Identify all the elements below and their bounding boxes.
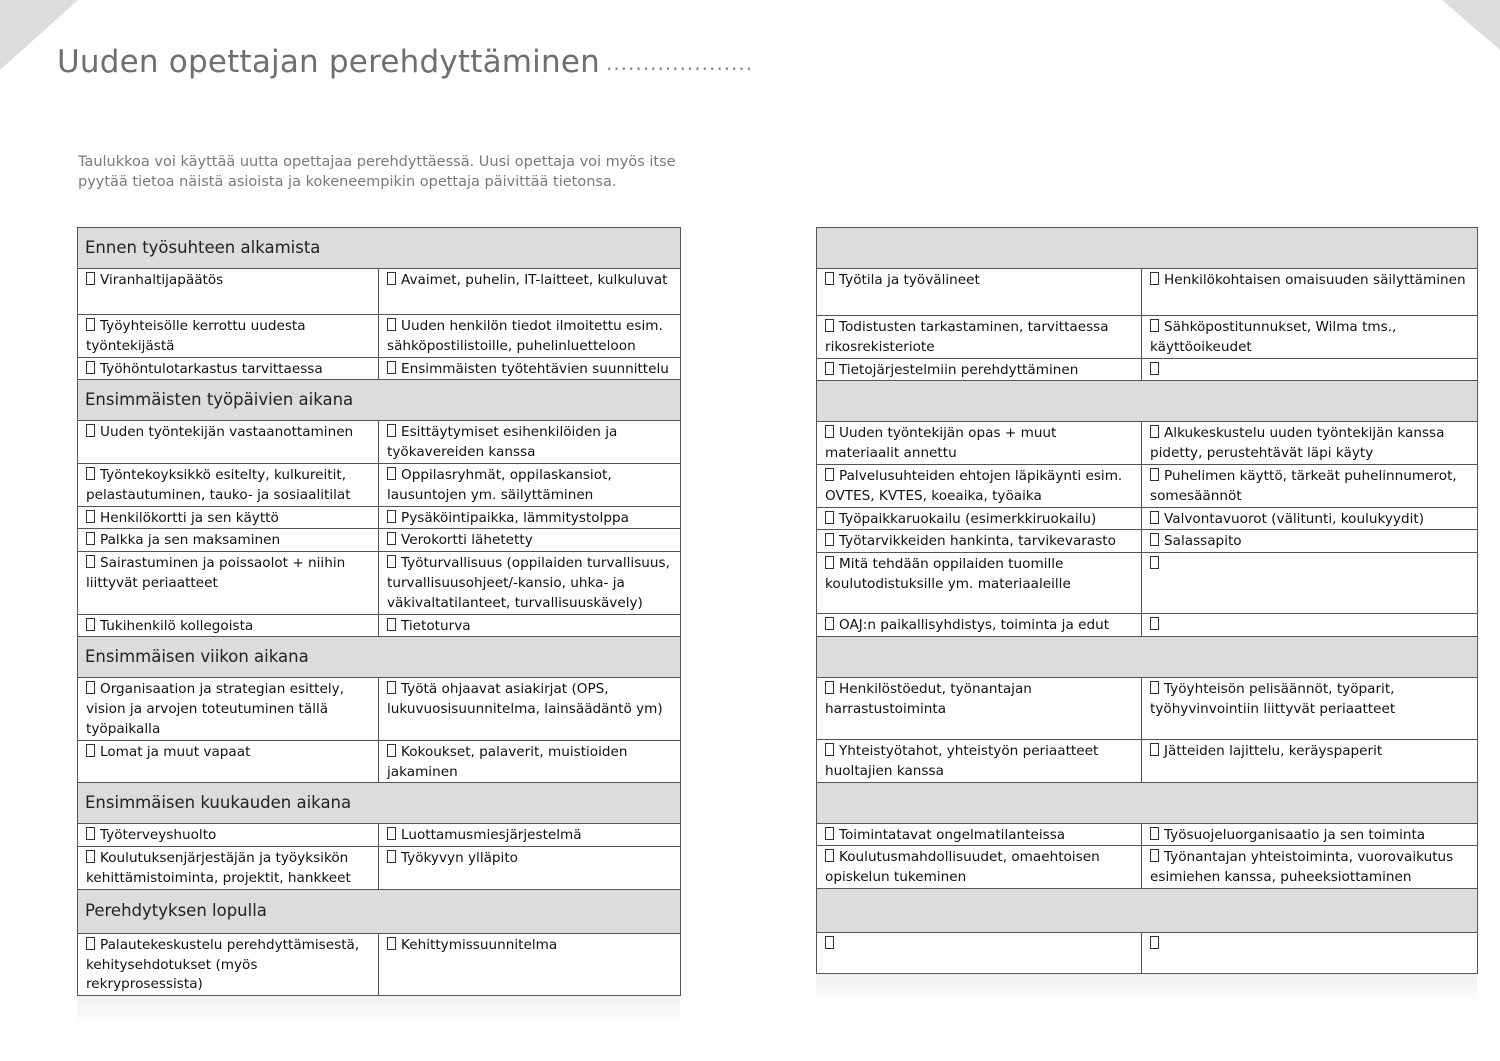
section-title	[817, 381, 1478, 422]
section-title: Ensimmäisen kuukauden aikana	[78, 783, 681, 824]
checkbox-icon[interactable]	[825, 743, 834, 756]
checkbox-icon[interactable]	[86, 272, 95, 285]
checkbox-icon[interactable]	[86, 681, 95, 694]
item-text: Jätteiden lajittelu, keräyspaperit	[1164, 742, 1383, 759]
checkbox-icon[interactable]	[825, 936, 834, 949]
checkbox-icon[interactable]	[387, 850, 396, 863]
section-header	[817, 888, 1478, 932]
item-text: Palkka ja sen maksaminen	[100, 532, 281, 549]
section-header	[78, 889, 681, 933]
checklist-item[interactable]	[379, 740, 681, 783]
checklist-item[interactable]	[78, 740, 379, 783]
item-text: Palvelusuhteiden ehtojen läpikäynti esim. OVTES, KVTES, koeaika, työaika	[825, 467, 1123, 504]
checkbox-icon[interactable]	[387, 532, 396, 545]
checklist-item[interactable]	[78, 678, 379, 740]
checklist-row	[817, 507, 1478, 530]
checklist-item[interactable]	[379, 847, 681, 890]
checklist-item[interactable]	[78, 824, 379, 847]
checklist-item[interactable]	[1142, 677, 1478, 739]
checkbox-icon[interactable]	[1150, 272, 1159, 285]
checkbox-icon[interactable]	[825, 272, 834, 285]
checklist-item[interactable]	[1142, 269, 1478, 316]
page-title-text: Uuden opettajan perehdyttäminen	[57, 44, 600, 80]
checkbox-icon[interactable]	[86, 827, 95, 840]
checklist-item[interactable]	[1142, 464, 1478, 507]
item-text: Työsuojeluorganisaatio ja sen toiminta	[1164, 826, 1426, 843]
checklist-item[interactable]	[817, 507, 1142, 530]
checklist-item[interactable]	[817, 614, 1142, 637]
checklist-row	[78, 421, 681, 464]
item-text: Sähköpostitunnukset, Wilma tms., käyttöoikeudet	[1150, 319, 1397, 355]
checklist-item[interactable]	[817, 553, 1142, 614]
section-title: Ensimmäisten työpäivien aikana	[78, 380, 681, 421]
corner-decoration-right	[1442, 0, 1500, 50]
checklist-row	[817, 739, 1478, 782]
item-text: Luottamusmiesjärjestelmä	[401, 827, 582, 844]
item-text: Mitä tehdään oppilaiden tuomille koulutodistuksille ym. materiaaleille	[825, 556, 1071, 592]
checkbox-icon[interactable]	[825, 425, 834, 438]
item-text: Sairastuminen ja poissaolot + niihin liittyvät periaatteet	[86, 555, 346, 591]
checkbox-icon[interactable]	[1150, 617, 1159, 630]
checklist-item[interactable]	[379, 614, 681, 637]
checklist-item[interactable]	[379, 315, 681, 358]
item-text: Ensimmäisten työtehtävien suunnittelu	[401, 360, 669, 377]
intro-text: Taulukkoa voi käyttää uutta opettajaa perehdyttäessä. Uusi opettaja voi myös itse pyytää tietoa näistä asioista ja kokeneempikin opettaja päivittää tietonsa.	[78, 154, 676, 190]
section-title: Perehdytyksen lopulla	[78, 889, 681, 933]
checklist-row	[817, 932, 1478, 973]
item-text: Työntekoyksikkö esitelty, kulkureitit, pelastautuminen, tauko- ja sosiaalitilat	[86, 466, 351, 503]
checkbox-icon[interactable]	[387, 272, 396, 285]
section-header	[78, 228, 681, 269]
checkbox-icon[interactable]	[1150, 681, 1159, 694]
checklist-item[interactable]	[817, 464, 1142, 507]
checklist-row	[78, 824, 681, 847]
checklist-item[interactable]	[1142, 614, 1478, 637]
item-text: Palautekeskustelu perehdyttämisestä, kehitysehdotukset (myös rekryprosessista)	[86, 936, 360, 993]
checklist-row	[78, 933, 681, 995]
section-header	[78, 637, 681, 678]
item-text: Uuden työntekijän vastaanottaminen	[100, 424, 354, 441]
item-text: Uuden työntekijän opas + muut materiaalit annettu	[825, 425, 1057, 462]
checkbox-icon[interactable]	[86, 744, 95, 757]
item-text: Esittäytymiset esihenkilöiden ja työkavereiden kanssa	[387, 424, 618, 461]
checkbox-icon[interactable]	[86, 937, 95, 950]
checklist-row	[78, 357, 681, 380]
checkbox-icon[interactable]	[1150, 827, 1159, 840]
checklist-item[interactable]	[78, 614, 379, 637]
checkbox-icon[interactable]	[86, 467, 95, 480]
checkbox-icon[interactable]	[825, 827, 834, 840]
checklist-item[interactable]	[1142, 316, 1478, 359]
checklist-row	[817, 823, 1478, 846]
checkbox-icon[interactable]	[825, 681, 834, 694]
item-text: OAJ:n paikallisyhdistys, toiminta ja edut	[839, 617, 1110, 634]
checklist-item[interactable]	[78, 421, 379, 464]
checklist-item[interactable]	[1142, 358, 1478, 381]
checklist-item[interactable]	[379, 552, 681, 614]
checkbox-icon[interactable]	[86, 318, 95, 331]
item-text: Henkilökortti ja sen käyttö	[100, 509, 279, 526]
checklist-row	[817, 464, 1478, 507]
item-text: Henkilöstöedut, työnantajan harrastustoiminta	[825, 680, 1032, 717]
checkbox-icon[interactable]	[387, 361, 396, 374]
checklist-row	[78, 678, 681, 740]
checklist-row	[78, 506, 681, 529]
checkbox-icon[interactable]	[825, 468, 834, 481]
checkbox-icon[interactable]	[825, 511, 834, 524]
checklist-item[interactable]	[379, 678, 681, 740]
item-text: Työpaikkaruokailu (esimerkkiruokailu)	[839, 510, 1097, 527]
checklist-row	[817, 358, 1478, 381]
checklist-item[interactable]	[817, 530, 1142, 553]
checklist-row	[817, 422, 1478, 465]
item-text: Kokoukset, palaverit, muistioiden jakaminen	[387, 743, 628, 780]
section-header	[817, 636, 1478, 677]
item-text: Työkyvyn ylläpito	[401, 850, 518, 867]
checklist-row	[817, 269, 1478, 316]
checklist-item[interactable]	[817, 677, 1142, 739]
checklist-item[interactable]	[379, 529, 681, 552]
checkbox-icon[interactable]	[387, 424, 396, 437]
checkbox-icon[interactable]	[387, 827, 396, 840]
item-text: Työhöntulotarkastus tarvittaessa	[100, 360, 323, 377]
checklist-item[interactable]	[1142, 823, 1478, 846]
item-text: Puhelimen käyttö, tärkeät puhelinnumerot, somesäännöt	[1150, 467, 1457, 504]
checklist-item[interactable]	[1142, 846, 1478, 889]
checkbox-icon[interactable]	[86, 510, 95, 523]
item-text: Yhteistyötahot, yhteistyön periaatteet huoltajien kanssa	[825, 742, 1099, 779]
page-title	[57, 44, 753, 80]
checklist-item[interactable]	[817, 739, 1142, 782]
checkbox-icon[interactable]	[387, 681, 396, 694]
checklist-item[interactable]	[817, 422, 1142, 465]
item-text: Koulutusmahdollisuudet, omaehtoisen opiskelun tukeminen	[825, 849, 1100, 886]
checklist-row	[78, 552, 681, 614]
item-text: Salassapito	[1164, 533, 1242, 550]
checkbox-icon[interactable]	[825, 362, 834, 375]
section-title	[817, 636, 1478, 677]
checklist-item[interactable]	[78, 269, 379, 315]
item-text: Oppilasryhmät, oppilaskansiot, lausuntojen ym. säilyttäminen	[387, 466, 612, 503]
item-text: Lomat ja muut vapaat	[100, 743, 251, 760]
checklist-item[interactable]	[78, 847, 379, 890]
checklist-row	[817, 316, 1478, 359]
checkbox-icon[interactable]	[387, 555, 396, 568]
checklist-item[interactable]	[817, 316, 1142, 359]
item-text: Uuden henkilön tiedot ilmoitettu esim. sähköpostilistoille, puhelinluetteloon	[387, 318, 663, 354]
checklist-item[interactable]	[379, 463, 681, 506]
item-text: Alkukeskustelu uuden työntekijän kanssa pidetty, perustehtävät läpi käyty	[1150, 425, 1445, 462]
checkbox-icon[interactable]	[825, 319, 834, 332]
checklist-item[interactable]	[78, 357, 379, 380]
checkbox-icon[interactable]	[1150, 849, 1159, 862]
item-text: Työyhteisön pelisäännöt, työparit, työhyvinvointiin liittyvät periaatteet	[1150, 680, 1396, 717]
item-text: Koulutuksenjärjestäjän ja työyksikön kehittämistoiminta, projektit, hankkeet	[86, 850, 351, 886]
checklist-item[interactable]	[1142, 530, 1478, 553]
checkbox-icon[interactable]	[825, 617, 834, 630]
checklist-item[interactable]	[78, 506, 379, 529]
checklist-item[interactable]	[379, 824, 681, 847]
checklist-row	[817, 614, 1478, 637]
checklist-item[interactable]	[817, 932, 1142, 973]
checkbox-icon[interactable]	[825, 533, 834, 546]
checkbox-icon[interactable]	[387, 937, 396, 950]
section-header	[78, 783, 681, 824]
item-text: Työtila ja työvälineet	[839, 272, 980, 288]
checklist-item[interactable]	[379, 933, 681, 995]
checklist-item[interactable]	[1142, 932, 1478, 973]
checkbox-icon[interactable]	[1150, 511, 1159, 524]
checkbox-icon[interactable]	[1150, 319, 1159, 332]
checkbox-icon[interactable]	[387, 510, 396, 523]
item-text: Tukihenkilö kollegoista	[100, 617, 254, 634]
checklist-item[interactable]	[1142, 507, 1478, 530]
checkbox-icon[interactable]	[1150, 468, 1159, 481]
item-text: Työturvallisuus (oppilaiden turvallisuus, turvallisuusohjeet/-kansio, uhka- ja väkivaltatilanteet, turvallisuuskävely)	[387, 555, 670, 611]
checkbox-icon[interactable]	[86, 424, 95, 437]
checklist-item[interactable]	[1142, 739, 1478, 782]
right-checklist-table	[816, 227, 1477, 974]
checkbox-icon[interactable]	[86, 532, 95, 545]
checklist-row	[78, 847, 681, 890]
item-text: Toimintatavat ongelmatilanteissa	[839, 826, 1066, 843]
item-text: Työyhteisölle kerrottu uudesta työntekijästä	[86, 318, 306, 354]
checklist-item[interactable]	[78, 552, 379, 614]
item-text: Verokortti lähetetty	[401, 532, 533, 549]
checklist-item[interactable]	[78, 529, 379, 552]
checklist-row	[78, 614, 681, 637]
item-text: Työtarvikkeiden hankinta, tarvikevarasto	[839, 533, 1116, 550]
checkbox-icon[interactable]	[825, 556, 834, 569]
item-text: Tietojärjestelmiin perehdyttäminen	[839, 361, 1079, 378]
section-header	[817, 381, 1478, 422]
checklist-item[interactable]	[379, 357, 681, 380]
checklist-row	[817, 553, 1478, 614]
item-text: Henkilökohtaisen omaisuuden säilyttäminen	[1164, 272, 1466, 288]
left-checklist-table	[77, 227, 680, 996]
checklist-row	[817, 530, 1478, 553]
checklist-item[interactable]	[379, 269, 681, 315]
checkbox-icon[interactable]	[86, 850, 95, 863]
item-text: Kehittymissuunnitelma	[401, 936, 558, 953]
checklist-item[interactable]	[78, 315, 379, 358]
item-text: Työtä ohjaavat asiakirjat (OPS, lukuvuosisuunnitelma, lainsäädäntö ym)	[387, 681, 663, 718]
checkbox-icon[interactable]	[1150, 533, 1159, 546]
checkbox-icon[interactable]	[1150, 936, 1159, 949]
title-dots: ....................	[605, 51, 754, 75]
section-header	[78, 380, 681, 421]
checkbox-icon[interactable]	[1150, 425, 1159, 438]
checklist-row	[78, 529, 681, 552]
checkbox-icon[interactable]	[86, 555, 95, 568]
item-text: Pysäköintipaikka, lämmitystolppa	[401, 509, 629, 526]
section-title: Ennen työsuhteen alkamista	[78, 228, 681, 269]
section-header	[817, 782, 1478, 823]
checkbox-icon[interactable]	[86, 361, 95, 374]
section-title	[817, 782, 1478, 823]
checklist-item[interactable]	[817, 358, 1142, 381]
checklist-row	[78, 269, 681, 315]
checkbox-icon[interactable]	[387, 318, 396, 331]
checklist-item[interactable]	[379, 506, 681, 529]
checklist-row	[78, 463, 681, 506]
item-text: Organisaation ja strategian esittely, vision ja arvojen toteutuminen tällä työpaikalla	[86, 681, 345, 737]
section-title: Ensimmäisen viikon aikana	[78, 637, 681, 678]
checkbox-icon[interactable]	[387, 744, 396, 757]
checklist-row	[817, 677, 1478, 739]
item-text: Todistusten tarkastaminen, tarvittaessa rikosrekisteriote	[825, 319, 1109, 355]
checklist-row	[78, 315, 681, 358]
checkbox-icon[interactable]	[387, 618, 396, 631]
checklist-item[interactable]	[1142, 553, 1478, 614]
item-text: Valvontavuorot (välitunti, koulukyydit)	[1164, 510, 1424, 527]
checkbox-icon[interactable]	[387, 467, 396, 480]
item-text: Tietoturva	[401, 617, 471, 634]
checklist-item[interactable]	[817, 269, 1142, 316]
section-header	[817, 228, 1478, 269]
checklist-item[interactable]	[78, 463, 379, 506]
checklist-item[interactable]	[379, 421, 681, 464]
checkbox-icon[interactable]	[86, 618, 95, 631]
checklist-row	[78, 740, 681, 783]
checklist-item[interactable]	[1142, 422, 1478, 465]
checklist-row	[817, 846, 1478, 889]
checkbox-icon[interactable]	[825, 849, 834, 862]
checkbox-icon[interactable]	[1150, 743, 1159, 756]
section-title	[817, 228, 1478, 269]
item-text: Viranhaltijapäätös	[100, 272, 224, 288]
checklist-item[interactable]	[78, 933, 379, 995]
section-title	[817, 888, 1478, 932]
item-text: Työterveyshuolto	[100, 827, 217, 844]
item-text: Avaimet, puhelin, IT-laitteet, kulkuluvat	[401, 272, 668, 288]
checkbox-icon[interactable]	[1150, 556, 1159, 569]
checklist-item[interactable]	[817, 846, 1142, 889]
checklist-item[interactable]	[817, 823, 1142, 846]
item-text: Työnantajan yhteistoiminta, vuorovaikutus esimiehen kanssa, puheeksiottaminen	[1150, 849, 1454, 886]
checkbox-icon[interactable]	[1150, 362, 1159, 375]
